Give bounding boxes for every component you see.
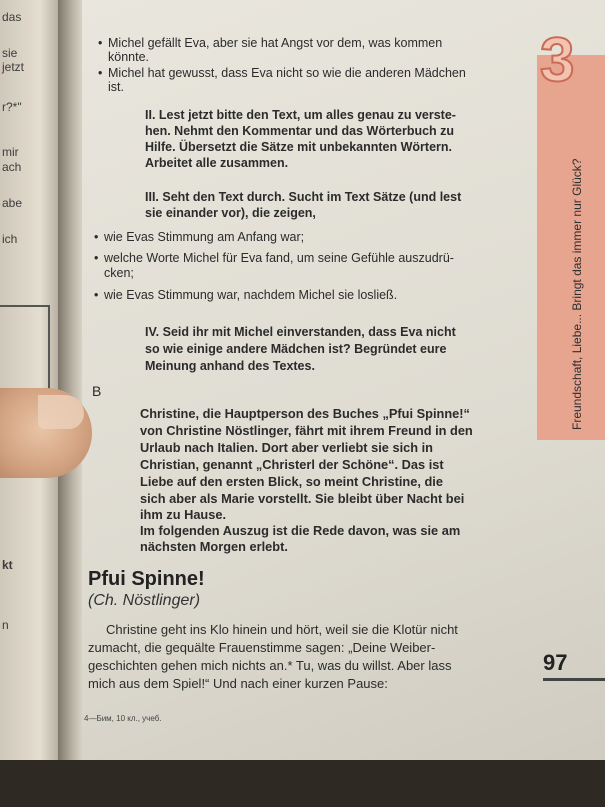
task-2-line: II. Lest jetzt bitte den Text, um alles genau zu verste- — [145, 108, 456, 122]
page-number: 97 — [543, 650, 568, 675]
list-item: ist. — [108, 80, 124, 94]
left-page-fragment: das — [2, 10, 22, 24]
page-number-rule — [543, 678, 605, 681]
story-author: (Ch. Nöstlinger) — [88, 592, 201, 609]
left-page-fragment: mir — [2, 145, 19, 159]
list-item: cken; — [104, 266, 134, 280]
bullet-icon: • — [94, 230, 99, 244]
bullet-icon: • — [94, 251, 99, 265]
list-item: könnte. — [108, 50, 150, 64]
bullet-icon: • — [98, 36, 103, 50]
story-title: Pfui Spinne! — [88, 568, 205, 590]
intro-line: nächsten Morgen erlebt. — [140, 539, 288, 554]
story-line: mich aus dem Spiel!“ Und nach einer kurzen Pause: — [88, 676, 388, 691]
task-2-line: Arbeitet alle zusammen. — [145, 156, 289, 170]
task-3-line: III. Seht den Text durch. Sucht im Text Sätze (und lest — [145, 190, 462, 204]
bullet-icon: • — [94, 288, 99, 302]
left-page-fragment: jetzt — [2, 60, 25, 74]
left-page — [0, 0, 58, 760]
list-item: • wie Evas Stimmung war, nachdem Michel sie losließ. — [94, 288, 398, 302]
intro-line: Liebe auf den ersten Blick, so meint Christine, die — [140, 474, 443, 489]
story-line: Christine geht ins Klo hinein und hört, weil sie die Klotür nicht — [106, 622, 458, 637]
intro-line: ihm zu Hause. — [140, 507, 227, 522]
list-item: • wie Evas Stimmung am Anfang war; — [94, 230, 305, 244]
list-item: • Michel gefällt Eva, aber sie hat Angst vor dem, was kommen — [98, 36, 443, 50]
page-footer: 4—Бим, 10 кл., учеб. — [84, 714, 162, 723]
task-4-line: Meinung anhand des Textes. — [145, 359, 315, 373]
intro-line: Christian, genannt „Christerl der Schöne“. Das ist — [140, 457, 444, 472]
book-gutter — [58, 0, 82, 760]
table-surface — [0, 760, 605, 807]
left-page-fragment: r?*" — [2, 100, 22, 114]
story-line: geschichten gehen mich nichts an.* Tu, was du willst. Aber lass — [88, 658, 452, 673]
left-page-fragment: kt — [2, 558, 13, 572]
intro-line: Christine, die Hauptperson des Buches „Pfui Spinne!“ — [140, 406, 470, 421]
chapter-number: 3 — [540, 26, 575, 95]
left-page-fragment: abe — [2, 196, 23, 210]
section-letter: B — [92, 383, 102, 399]
intro-line: von Christine Nöstlinger, fährt mit ihrem Freund in den — [140, 423, 473, 438]
left-page-fragment: ach — [2, 160, 22, 174]
left-page-fragment: n — [2, 618, 9, 632]
left-page-fragment: ich — [2, 232, 18, 246]
list-item: • Michel hat gewusst, dass Eva nicht so wie die anderen Mädchen — [98, 66, 466, 80]
chapter-title: Freundschaft, Liebe... Bringt das immer nur Glück? — [570, 158, 584, 430]
task-4-line: so wie einige andere Mädchen ist? Begründet eure — [145, 342, 447, 356]
task-2-line: Hilfe. Übersetzt die Sätze mit unbekannten Wörtern. — [145, 140, 452, 154]
list-item: • welche Worte Michel für Eva fand, um seine Gefühle auszudrü- — [94, 251, 454, 265]
task-3-line: sie einander vor), die zeigen, — [145, 206, 316, 220]
intro-line: Im folgenden Auszug ist die Rede davon, was sie am — [140, 523, 461, 538]
intro-line: sich aber als Marie vorstellt. Sie bleibt über Nacht bei — [140, 491, 465, 506]
task-2-line: hen. Nehmt den Kommentar und das Wörterbuch zu — [145, 124, 455, 138]
story-line: zumacht, die gequälte Frauenstimme sagen: „Deine Weiber- — [88, 640, 436, 655]
intro-line: Urlaub nach Italien. Dort aber verliebt sie sich in — [140, 440, 433, 455]
thumbnail-highlight — [38, 395, 84, 429]
left-page-fragment: sie — [2, 46, 18, 60]
bullet-icon: • — [98, 66, 103, 80]
task-4-line: IV. Seid ihr mit Michel einverstanden, dass Eva nicht — [145, 325, 456, 339]
